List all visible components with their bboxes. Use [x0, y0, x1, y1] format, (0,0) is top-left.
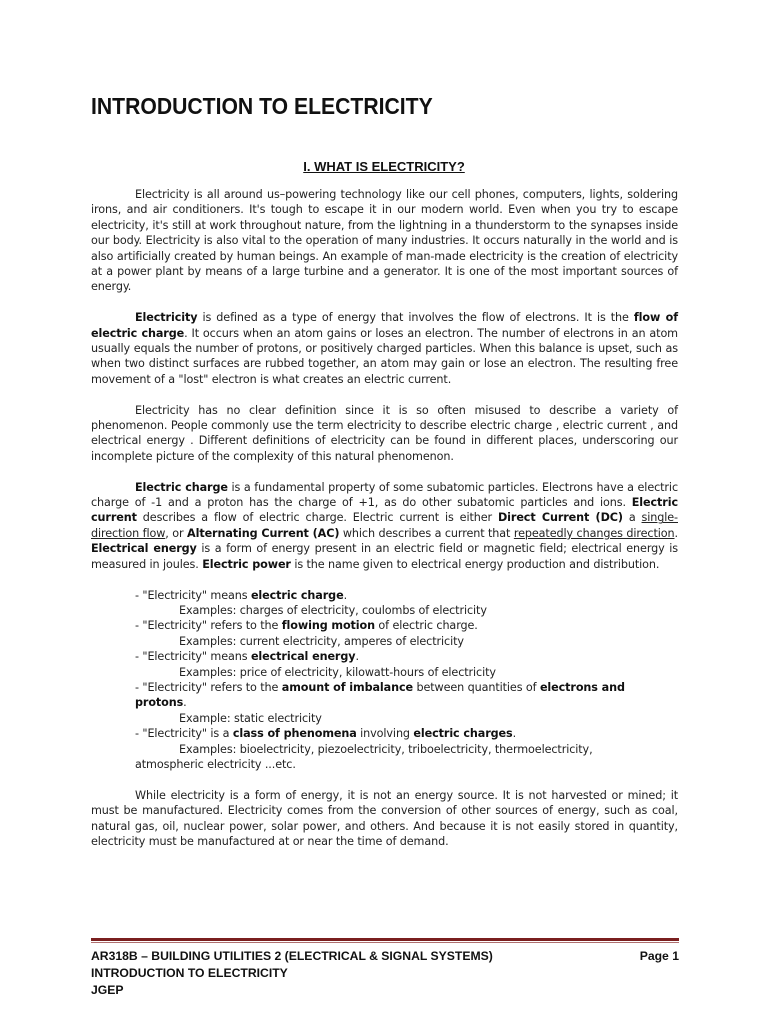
list-item: - "Electricity" is a class of phenomena involving electric charges.: [135, 727, 517, 741]
document-body: [91, 187, 678, 865]
term-electricity: Electricity: [135, 311, 198, 325]
section-heading: I. WHAT IS ELECTRICITY?: [303, 159, 465, 174]
paragraph-no-clear-definition: Electricity has no clear definition since it is so often misused to describe a variety of phenomenon. People commonly use the term electricity to describe electric charge , electric current , and electrical energy . Different definitions of electricity can be found in different places, underscoring our incomplete picture of the complexity of this natural phenomenon.: [91, 403, 678, 463]
list-item: - "Electricity" refers to the flowing motion of electric charge.: [135, 619, 478, 633]
definitions-list: [91, 588, 678, 773]
footer-divider-secondary: [91, 942, 679, 943]
list-item: - "Electricity" means electric charge.: [135, 588, 348, 602]
underline-changes-direction: repeatedly changes direction: [513, 526, 675, 540]
list-item: - "Electricity" means electrical energy.: [135, 650, 359, 664]
term-electric-charge: Electric charge: [135, 480, 228, 494]
term-direct-current: Direct Current (DC): [497, 511, 623, 525]
list-item: - "Electricity" refers to the amount of imbalance between quantities of electrons and protons.: [135, 680, 625, 710]
page-footer: [91, 948, 679, 999]
list-example: atmospheric electricity ...etc.: [135, 757, 296, 771]
paragraph-definition: Electricity is defined as a type of energy that involves the flow of electrons. It is the flow of electric charge. It occurs when an atom gains or loses an electron. The number of electrons in an atom usually equals the number of protons, or positively charged particles. When this balance is upset, such as when two distinct surfaces are rubbed together, an atom may gain or lose an electron. The resulting free movement of a "lost" electron is what creates an electric current.: [91, 311, 678, 386]
list-example: Examples: current electricity, amperes of electricity: [179, 634, 464, 648]
page-number: Page 1: [639, 949, 679, 963]
paragraph-intro: Electricity is all around us–powering technology like our cell phones, computers, lights, soldering irons, and air conditioners. It's tough to escape it in our modern world. Even when you try to escape electricity, it's still at work throughout nature, from the lightning in a thunderstorm to the synapses inside our body. Electricity is also vital to the operation of many industries. It occurs naturally in the world and is also artificially created by human beings. An example of man-made electricity is the creation of electricity at a power plant by means of a large turbine and a generator. It is one of the most important sources of energy.: [91, 188, 678, 294]
paragraph-energy-source: While electricity is a form of energy, it is not an energy source. It is not harvested or mined; it must be manufactured. Electricity comes from the conversion of other sources of energy, such as coal, natural gas, oil, nuclear power, solar power, and others. And because it is not easily stored in quantity, electricity must be manufactured at or near the time of demand.: [91, 788, 678, 848]
footer-topic: INTRODUCTION TO ELECTRICITY: [91, 966, 288, 980]
paragraph-electric-charge: Electric charge is a fundamental property of some subatomic particles. Electrons have a electric charge of -1 and a proton has the charge of +1, as do other subatomic particles and ions. Electric current describes a flow of electric charge. Electric current is either Direct Current (DC) a single-direction flow, or Alternating Current (AC) which describes a current that repeatedly changes direction. Electrical energy is a form of energy present in an electric field or magnetic field; electrical energy is measured in joules. Electric power is the name given to electrical energy production and distribution.: [91, 480, 678, 571]
term-flow-of-electric-charge: flow of electric charge: [91, 311, 678, 340]
footer-course: AR318B – BUILDING UTILITIES 2 (ELECTRICAL & SIGNAL SYSTEMS): [91, 949, 493, 963]
list-example: Examples: price of electricity, kilowatt-hours of electricity: [179, 665, 496, 679]
footer-author: JGEP: [91, 983, 124, 997]
term-electric-power: Electric power: [202, 557, 291, 571]
term-alternating-current: Alternating Current (AC): [187, 526, 340, 540]
term-electrical-energy: Electrical energy: [91, 542, 197, 556]
document-title: INTRODUCTION TO ELECTRICITY: [91, 93, 433, 119]
list-example: Examples: charges of electricity, coulombs of electricity: [179, 603, 487, 617]
list-example: Example: static electricity: [179, 711, 322, 725]
underline-single-direction: single-direction flow: [91, 511, 678, 540]
list-example: Examples: bioelectricity, piezoelectricity, triboelectricity, thermoelectricity,: [179, 742, 593, 756]
term-electric-current: Electric current: [91, 496, 678, 525]
footer-divider: [91, 938, 679, 941]
